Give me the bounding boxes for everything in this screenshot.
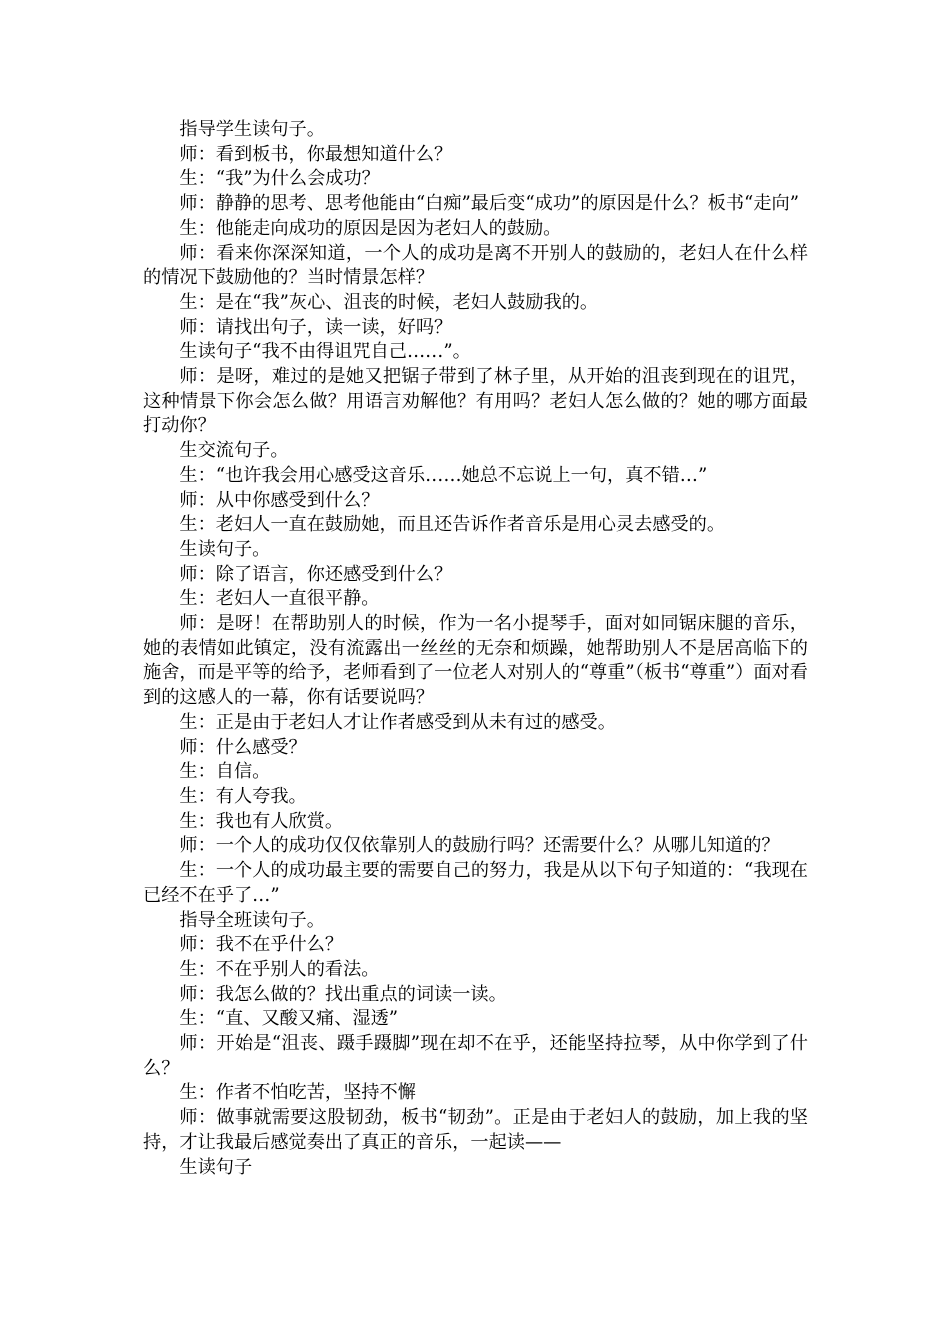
paragraph: 师：一个人的成功仅仅依靠别人的鼓励行吗？还需要什么？从哪儿知道的？ <box>179 835 780 857</box>
paragraph: 师：请找出句子，读一读，好吗？ <box>179 316 453 338</box>
paragraph: 生：有人夸我。 <box>179 785 307 807</box>
paragraph: 师：从中你感受到什么？ <box>179 489 380 511</box>
paragraph: 师：看来你深深知道，一个人的成功是离不开别人的鼓励的，老妇人在什么样的情况下鼓励他的？当时情景怎样？ <box>143 242 808 289</box>
paragraph: 师：做事就需要这股韧劲，板书“韧劲”。正是由于老妇人的鼓励，加上我的坚持，才让我最后感觉奏出了真正的音乐，一起读—— <box>143 1107 808 1153</box>
paragraph: 师：除了语言，你还感受到什么？ <box>179 563 453 585</box>
paragraph: 师：我怎么做的？找出重点的词读一读。 <box>179 983 507 1005</box>
paragraph: 生：正是由于老妇人才让作者感受到从未有过的感受。 <box>179 711 616 733</box>
paragraph: 生：是在“我”灰心、沮丧的时候，老妇人鼓励我的。 <box>179 291 599 313</box>
paragraph: 师：什么感受？ <box>179 736 307 758</box>
paragraph: 生交流句子。 <box>179 440 289 462</box>
paragraph: 生：老妇人一直在鼓励她，而且还告诉作者音乐是用心灵去感受的。 <box>179 514 726 536</box>
document-page <box>143 118 808 1180</box>
paragraph: 师：我不在乎什么？ <box>179 934 344 956</box>
paragraph: 生：“也许我会用心感受这音乐……她总不忘说上一句，真不错…” <box>179 464 708 486</box>
paragraph: 生：他能走向成功的原因是因为老妇人的鼓励。 <box>179 217 562 239</box>
paragraph: 生：我也有人欣赏。 <box>179 810 344 832</box>
paragraph: 师：静静的思考、思考他能由“白痴”最后变“成功”的原因是什么？板书“走向” <box>179 193 799 215</box>
paragraph: 生：老妇人一直很平静。 <box>179 588 380 610</box>
paragraph: 生：“我”为什么会成功？ <box>179 168 380 190</box>
paragraph: 师：开始是“沮丧、蹑手蹑脚”现在却不在乎，还能坚持拉琴，从中你学到了什么？ <box>143 1033 808 1079</box>
paragraph: 生：“直、又酸又痛、湿透” <box>179 1008 399 1030</box>
paragraph: 生：一个人的成功最主要的需要自己的努力，我是从以下句子知道的：“我现在已经不在乎了…” <box>143 860 808 906</box>
paragraph: 师：是呀！在帮助别人的时候，作为一名小提琴手，面对如同锯床腿的音乐，她的表情如此镇定，没有流露出一丝丝的无奈和烦躁，她帮助别人不是居高临下的施舍，而是平等的给予，老师看到了一位老人对别人的“尊重”（板书“尊重”）面对看到的这感人的一幕，你有话要说吗？ <box>143 613 808 709</box>
paragraph: 生读句子。 <box>179 538 271 560</box>
paragraph: 生：不在乎别人的看法。 <box>179 958 380 980</box>
paragraph: 生读句子 <box>179 1156 253 1178</box>
paragraph: 生读句子“我不由得诅咒自己……”。 <box>179 341 471 363</box>
paragraph: 师：是呀，难过的是她又把锯子带到了林子里，从开始的沮丧到现在的诅咒，这种情景下你会怎么做？用语言劝解他？有用吗？老妇人怎么做的？她的哪方面最打动你？ <box>143 366 808 437</box>
paragraph: 指导全班读句子。 <box>179 909 325 931</box>
paragraph: 指导学生读句子。 <box>179 119 325 140</box>
paragraph: 师：看到板书，你最想知道什么？ <box>179 143 453 165</box>
paragraph: 生：作者不怕吃苦，坚持不懈 <box>179 1082 416 1104</box>
paragraph: 生：自信。 <box>179 761 271 783</box>
